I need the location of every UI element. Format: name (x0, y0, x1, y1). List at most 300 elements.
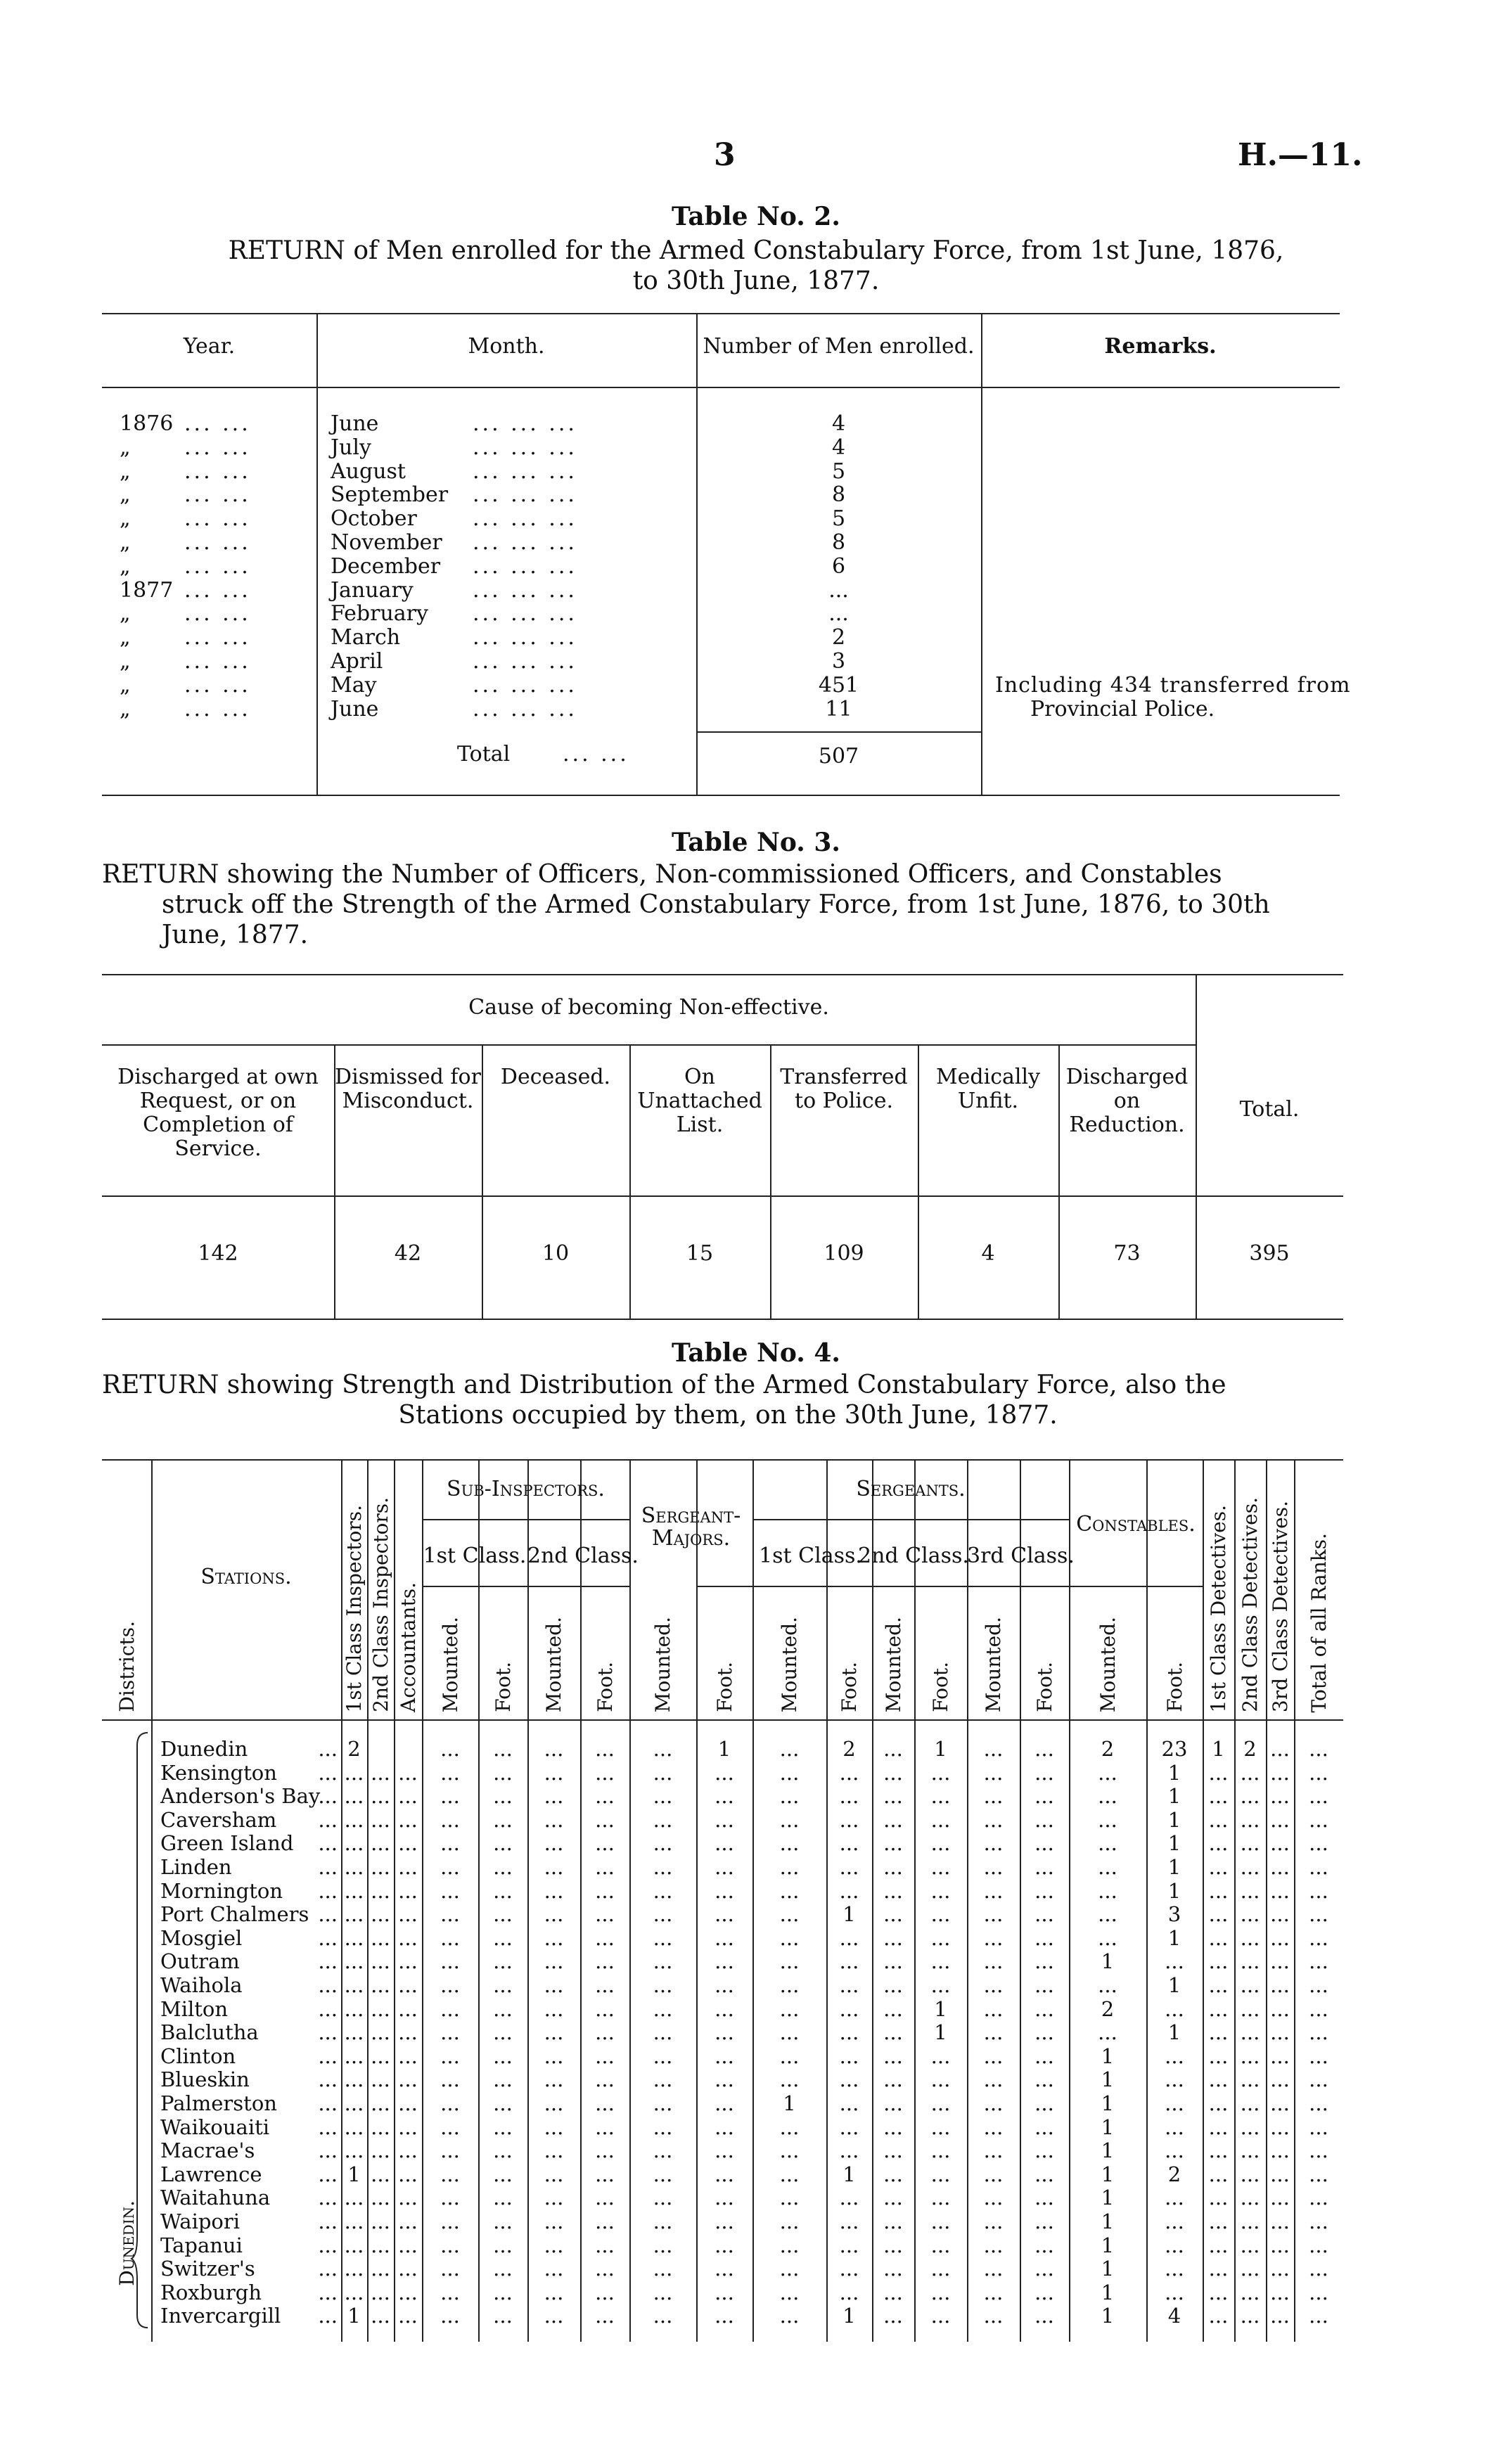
table-cell: 1 (347, 2162, 361, 2186)
table-cell: ... (344, 1831, 364, 1856)
table-cell: ... (1270, 2304, 1290, 2328)
table-cell: 1 (1167, 1878, 1181, 1903)
mounted-header (1069, 1593, 1146, 1712)
table-cell: ... (839, 2210, 859, 2233)
table-cell: ... (653, 1831, 673, 1856)
total-value: 507 (818, 744, 859, 769)
table-cell: 1 (1167, 1925, 1181, 1950)
table-cell: ... (715, 1855, 734, 1879)
table-cell: ... (595, 1925, 615, 1950)
leader-dots: ... (318, 2186, 338, 2210)
table-cell: ... (398, 2210, 418, 2233)
table-cell: ... (1240, 2020, 1260, 2045)
table-cell: ... (493, 1996, 513, 2021)
table-cell: 1 (843, 1902, 856, 1927)
sgt-second-class: 2nd Class. (858, 1544, 969, 1568)
table-cell: ... (653, 2067, 673, 2092)
table-cell: ... (1098, 1925, 1117, 1950)
mounted-header-text: Mounted. (542, 1616, 565, 1712)
table-cell: ... (544, 1973, 564, 1997)
table-cell: ... (595, 2091, 615, 2115)
table-cell: ... (1270, 1878, 1290, 1903)
table-cell: ... (544, 1902, 564, 1927)
leader-dots: ... ... (184, 601, 251, 627)
table-cell: ... (1165, 2115, 1184, 2139)
table-cell: ... (715, 1784, 734, 1809)
year-cell: „ (120, 649, 131, 674)
table-cell: ... (1240, 2044, 1260, 2068)
table-cell: ... (398, 1760, 418, 1785)
table-cell: ... (930, 1855, 951, 1879)
table-cell: 1 (1101, 1949, 1115, 1974)
table-cell: ... (1098, 1855, 1117, 1879)
mounted-header (629, 1593, 696, 1712)
table-cell: ... (983, 1807, 1004, 1832)
table-cell: ... (839, 1878, 859, 1903)
table-cell: ... (440, 2067, 460, 2092)
table-cell: ... (344, 1973, 364, 1997)
table-cell: ... (440, 2138, 460, 2163)
leader-dots: ... (318, 1855, 338, 1879)
table-cell: ... (839, 1855, 859, 1879)
leader-dots: ... ... (184, 458, 251, 484)
foot-header-text: Foot. (1032, 1662, 1056, 1712)
table-cell: ... (715, 1925, 734, 1950)
table-cell: ... (1034, 2280, 1054, 2304)
table-cell: ... (715, 1996, 734, 2021)
table-cell: ... (544, 1949, 564, 1974)
table-cell: ... (1208, 2257, 1229, 2281)
table-cell: 1 (1101, 2233, 1115, 2257)
table-cell: ... (1309, 2186, 1328, 2210)
year-cell: „ (120, 553, 131, 579)
table-cell: ... (1034, 2138, 1054, 2163)
table-cell: ... (1270, 1760, 1290, 1785)
leader-dots: ... (318, 2280, 338, 2304)
table-cell: ... (371, 1902, 390, 1927)
table-cell: ... (1240, 2091, 1260, 2115)
leader-dots: ... (318, 1973, 338, 1997)
table-cell: ... (544, 1737, 564, 1761)
leader-dots: ... ... ... (473, 435, 577, 460)
rule-horizontal (102, 795, 1340, 796)
table-cell: ... (1208, 1855, 1229, 1879)
leader-dots: ... ... ... (473, 672, 577, 698)
table-cell: ... (779, 2162, 800, 2186)
leader-dots: ... (318, 2067, 338, 2092)
table-cell: ... (440, 2280, 460, 2304)
station-name: Waihola (160, 1973, 243, 1997)
table-cell: ... (1208, 2020, 1229, 2045)
table-cell: 23 (1161, 1737, 1188, 1761)
table-cell: ... (715, 2210, 734, 2233)
table-cell: ... (883, 1760, 903, 1785)
table-cell: ... (1034, 2091, 1054, 2115)
table-cell: ... (1270, 2280, 1290, 2304)
total-ranks-header-text: Total of all Ranks. (1307, 1532, 1331, 1712)
table-cell: ... (440, 2162, 460, 2186)
table-cell: ... (544, 2020, 564, 2045)
leader-dots: ... ... ... (473, 649, 577, 674)
leader-dots: ... (318, 2020, 338, 2045)
table-cell: ... (493, 1878, 513, 1903)
table-cell: ... (930, 2257, 951, 2281)
remarks-header: Remarks. (1104, 334, 1217, 359)
table-cell: 1 (843, 2162, 856, 2186)
sergeants-header: Sergeants. (856, 1477, 966, 1501)
table-cell: ... (715, 2186, 734, 2210)
table-cell: ... (779, 1855, 800, 1879)
station-name: Waikouaiti (160, 2115, 270, 2139)
table-cell: ... (1098, 1831, 1117, 1856)
foot-header-text: Foot. (1162, 1662, 1186, 1712)
table-cell: ... (1165, 2044, 1184, 2068)
table-cell: ... (1309, 2044, 1328, 2068)
table-cell: ... (371, 2186, 390, 2210)
table-cell: ... (1270, 2257, 1290, 2281)
inspectors2-header (367, 1466, 394, 1712)
table-cell: ... (344, 1949, 364, 1974)
table-cell: 1 (1167, 1784, 1181, 1809)
table-cell: ... (1270, 2044, 1290, 2068)
mounted-header (967, 1593, 1020, 1712)
leader-dots: ... (318, 1784, 338, 1809)
leader-dots: ... ... (184, 482, 251, 508)
table-cell: ... (440, 1949, 460, 1974)
table-cell: ... (371, 2162, 390, 2186)
table-cell: ... (544, 1878, 564, 1903)
table-cell: ... (371, 2280, 390, 2304)
table-cell: 1 (1101, 2257, 1115, 2281)
leader-dots: ... (318, 1925, 338, 1950)
table-cell: ... (983, 2162, 1004, 2186)
table-cell: ... (493, 1949, 513, 1974)
table-cell: ... (493, 1973, 513, 1997)
table-cell: ... (371, 1973, 390, 1997)
cause-header: Cause of becoming Non-effective. (468, 995, 829, 1020)
mounted-header-text: Mounted. (881, 1616, 905, 1712)
month-cell: February (331, 601, 428, 627)
table-cell: ... (1098, 2020, 1117, 2045)
table-cell: ... (839, 1760, 859, 1785)
table-cell: ... (930, 1807, 951, 1832)
district-brace-icon (130, 1731, 151, 2329)
table-cell: ... (883, 2067, 903, 2092)
table-cell: 1 (1101, 2138, 1115, 2163)
table-cell: ... (493, 2091, 513, 2115)
month-cell: December (331, 553, 441, 579)
station-name: Anderson's Bay (160, 1784, 321, 1809)
table-cell: ... (715, 2067, 734, 2092)
cause-value: 73 (1113, 1241, 1141, 1266)
table-cell: ... (344, 2186, 364, 2210)
rule-vertical (316, 313, 318, 795)
table-cell: ... (1034, 1902, 1054, 1927)
sub-inspectors-header: Sub-Inspectors. (447, 1477, 605, 1501)
table-cell: ... (715, 2233, 734, 2257)
table-cell: ... (779, 1902, 800, 1927)
table-cell: ... (1208, 2186, 1229, 2210)
leader-dots: ... (318, 2210, 338, 2233)
table-cell: ... (440, 1737, 460, 1761)
table-cell: ... (983, 1831, 1004, 1856)
leader-dots: ... ... (184, 625, 251, 650)
table-cell: ... (653, 2257, 673, 2281)
table-cell: ... (371, 1925, 390, 1950)
table-cell: ... (983, 2210, 1004, 2233)
table-cell: 2 (347, 1737, 361, 1761)
table-cell: ... (595, 1996, 615, 2021)
leader-dots: ... ... ... (473, 506, 577, 532)
table-cell: ... (1309, 1760, 1328, 1785)
table-cell: ... (983, 2280, 1004, 2304)
table4-heading: RETURN showing Strength and Distribution of the Armed Constabulary Force, also the Stations occupied by them, on the 30th June, 1877. (102, 1371, 1226, 1430)
table-cell: ... (983, 1878, 1004, 1903)
year-cell: „ (120, 625, 131, 650)
table-cell: ... (1034, 2044, 1054, 2068)
table-cell: ... (930, 1831, 951, 1856)
table-cell: ... (839, 1973, 859, 1997)
table-cell: 1 (1167, 1807, 1181, 1832)
leader-dots: ... (318, 1949, 338, 1974)
table-cell: 1 (1101, 2210, 1115, 2233)
det3-header-text: 3rd Class Detectives. (1268, 1500, 1292, 1712)
table-cell: ... (493, 2138, 513, 2163)
table-cell: ... (371, 1807, 390, 1832)
leader-dots: ... (318, 2162, 338, 2186)
table-cell: ... (398, 1784, 418, 1809)
rule-horizontal (102, 387, 1340, 388)
leader-dots: ... (318, 1807, 338, 1832)
foot-header (914, 1593, 967, 1712)
table-cell: ... (371, 1831, 390, 1856)
table-cell: ... (1208, 2162, 1229, 2186)
table-cell: ... (715, 2091, 734, 2115)
month-cell: August (331, 458, 406, 484)
cause-column-header: Discharged on Reduction. (1065, 1065, 1189, 1137)
table-cell: ... (398, 2280, 418, 2304)
table-cell: ... (440, 2304, 460, 2328)
table-cell: ... (1270, 2186, 1290, 2210)
table-cell: ... (1034, 2020, 1054, 2045)
leader-dots: ... ... ... (473, 601, 577, 627)
table-cell: ... (653, 1973, 673, 1997)
table-cell: 1 (1167, 1831, 1181, 1856)
table-cell: ... (1240, 2280, 1260, 2304)
table-cell: ... (1309, 1996, 1328, 2021)
table-cell: ... (371, 2044, 390, 2068)
table-cell: ... (779, 1807, 800, 1832)
table-cell: 2 (1101, 1996, 1115, 2021)
table-cell: ... (883, 1925, 903, 1950)
table-cell: ... (440, 2186, 460, 2210)
table-cell: ... (1165, 2233, 1184, 2257)
station-name: Lawrence (160, 2162, 262, 2186)
table-cell: ... (1208, 1996, 1229, 2021)
year-cell: 1876 (120, 411, 174, 436)
number-cell: 4 (831, 411, 846, 436)
table-cell: ... (983, 1855, 1004, 1879)
table-cell: ... (1270, 1925, 1290, 1950)
leader-dots: ... ... (184, 553, 251, 579)
table-cell: ... (983, 2138, 1004, 2163)
sergeant-majors-header: Sergeant-Majors. (641, 1503, 741, 1551)
cause-value: 42 (394, 1241, 422, 1266)
leader-dots: ... ... (184, 435, 251, 460)
table-cell: ... (715, 1760, 734, 1785)
table-cell: ... (371, 2257, 390, 2281)
table-cell: 1 (1101, 2044, 1115, 2068)
table-cell: ... (1270, 1807, 1290, 1832)
table-cell: ... (653, 1925, 673, 1950)
station-name: Waitahuna (160, 2186, 271, 2210)
table-cell: ... (1240, 1760, 1260, 1785)
table-cell: ... (1270, 1949, 1290, 1974)
table-cell: ... (544, 1807, 564, 1832)
table-cell: ... (930, 2138, 951, 2163)
table-cell: ... (1034, 2067, 1054, 2092)
table-cell: 4 (1167, 2304, 1181, 2328)
month-cell: September (331, 482, 449, 508)
foot-header-text: Foot. (929, 1662, 952, 1712)
table-cell: ... (715, 2044, 734, 2068)
table-cell: ... (779, 2044, 800, 2068)
table-cell: ... (398, 1902, 418, 1927)
sgt-third-class: 3rd Class. (967, 1544, 1075, 1568)
table-cell: ... (493, 1737, 513, 1761)
table-cell: ... (1098, 1973, 1117, 1997)
table-cell: ... (1309, 2210, 1328, 2233)
table-cell: ... (930, 1925, 951, 1950)
table-cell: ... (493, 2044, 513, 2068)
remark-text: Including 434 transferred from (995, 673, 1351, 698)
total-label: Total (457, 742, 511, 767)
table-cell: ... (839, 1949, 859, 1974)
det2-header (1234, 1466, 1266, 1712)
table-cell: ... (1208, 2044, 1229, 2068)
rule-horizontal (696, 1586, 752, 1587)
table-cell: ... (983, 2044, 1004, 2068)
leader-dots: ... (318, 1996, 338, 2021)
table-cell: ... (595, 1784, 615, 1809)
table-cell: ... (983, 1973, 1004, 1997)
total-header: Total. (1239, 1097, 1300, 1122)
table-cell: 1 (1101, 2067, 1115, 2092)
table-cell: ... (1309, 2020, 1328, 2045)
cause-value: 142 (198, 1241, 238, 1266)
table-cell: ... (344, 2044, 364, 2068)
table-cell: ... (344, 1902, 364, 1927)
total-value: 395 (1249, 1241, 1290, 1266)
table-cell: ... (715, 1973, 734, 1997)
table-cell: ... (839, 2233, 859, 2257)
table-cell: ... (371, 2115, 390, 2139)
table-cell: ... (371, 2020, 390, 2045)
table-cell: ... (930, 2280, 951, 2304)
table-cell: ... (371, 2067, 390, 2092)
table-cell: ... (930, 2304, 951, 2328)
month-cell: May (331, 672, 377, 698)
table-cell: ... (544, 2186, 564, 2210)
table-cell: ... (595, 2044, 615, 2068)
table-cell: ... (371, 1855, 390, 1879)
table-cell: ... (493, 2115, 513, 2139)
table-cell: ... (1309, 1831, 1328, 1856)
table-cell: ... (653, 1949, 673, 1974)
table-cell: ... (344, 2280, 364, 2304)
table-cell: ... (779, 2186, 800, 2210)
table-cell: ... (544, 1855, 564, 1879)
table-cell: ... (883, 2210, 903, 2233)
number-cell: 4 (831, 435, 846, 460)
leader-dots: ... ... ... (473, 625, 577, 650)
table-cell: ... (779, 2257, 800, 2281)
table-cell: ... (595, 1973, 615, 1997)
table-cell: ... (715, 2280, 734, 2304)
table-cell: 1 (1167, 1760, 1181, 1785)
table4-title: Table No. 4. (672, 1338, 840, 1368)
cause-value: 10 (542, 1241, 570, 1266)
rule-horizontal (696, 731, 981, 733)
table-cell: ... (715, 2257, 734, 2281)
foot-header (696, 1593, 752, 1712)
rule-horizontal (1069, 1586, 1203, 1587)
leader-dots: ... (318, 2233, 338, 2257)
table-cell: ... (779, 1973, 800, 1997)
table-cell: ... (398, 1855, 418, 1879)
table-cell: ... (779, 2304, 800, 2328)
table-cell: ... (595, 1737, 615, 1761)
table-cell: ... (930, 1760, 951, 1785)
mounted-header (752, 1593, 826, 1712)
mounted-header (422, 1593, 478, 1712)
table-cell: ... (1309, 1737, 1328, 1761)
table-cell: ... (595, 2115, 615, 2139)
rule-horizontal (102, 1719, 1343, 1721)
table-cell: ... (1208, 1925, 1229, 1950)
table-cell: ... (493, 2020, 513, 2045)
table-cell: ... (839, 2115, 859, 2139)
table-cell: ... (1270, 1831, 1290, 1856)
table-cell: ... (1270, 2115, 1290, 2139)
table-cell: ... (398, 2067, 418, 2092)
table-cell: ... (653, 2233, 673, 2257)
table-cell: ... (715, 2138, 734, 2163)
table-cell: ... (398, 1807, 418, 1832)
table-cell: ... (1270, 1996, 1290, 2021)
mounted-header (872, 1593, 914, 1712)
station-name: Kensington (160, 1760, 277, 1785)
table-cell: ... (1208, 1878, 1229, 1903)
table-cell: ... (883, 1973, 903, 1997)
table-cell: ... (440, 2233, 460, 2257)
mounted-header-text: Mounted. (1096, 1616, 1120, 1712)
foot-header-text: Foot. (838, 1662, 861, 1712)
number-cell: ... (828, 601, 849, 627)
table-cell: ... (883, 2091, 903, 2115)
table-cell: ... (440, 1784, 460, 1809)
station-name: Clinton (160, 2044, 236, 2068)
table-cell: ... (440, 1925, 460, 1950)
table-cell: ... (595, 1902, 615, 1927)
table-cell: ... (344, 2067, 364, 2092)
cause-value: 4 (981, 1241, 995, 1266)
foot-header (478, 1593, 527, 1712)
month-cell: June (331, 696, 379, 721)
table-cell: ... (1240, 2115, 1260, 2139)
cause-column-header: Dismissed for Misconduct. (335, 1065, 481, 1113)
table-cell: ... (544, 2115, 564, 2139)
